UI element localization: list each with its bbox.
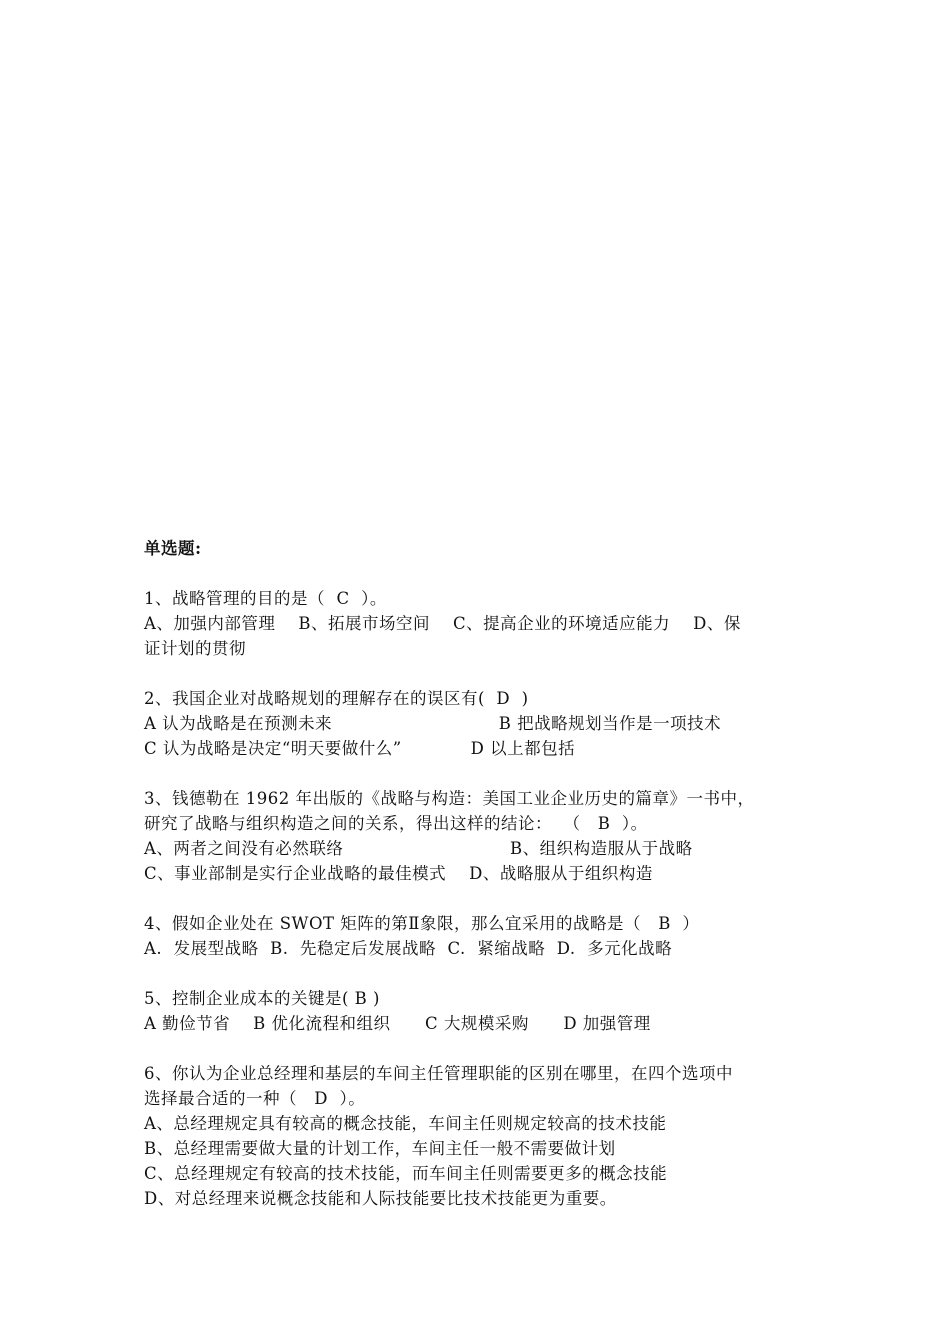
question-2-stem: 2、我国企业对战略规划的理解存在的误区有( D ) (144, 689, 529, 708)
question-5-options: A 勤俭节省 B 优化流程和组织 C 大规模采购 D 加强管理 (144, 1014, 651, 1033)
question-2 (144, 686, 834, 761)
document-content (144, 536, 834, 1236)
question-6 (144, 1061, 834, 1211)
question-1-options: A、加强内部管理 B、拓展市场空间 C、提高企业的环境适应能力 D、保 (144, 614, 741, 633)
question-2-options-ab: A 认为战略是在预测未来 B 把战略规划当作是一项技术 (144, 714, 722, 733)
question-4-stem: 4、假如企业处在 SWOT 矩阵的第Ⅱ象限，那么宜采用的战略是（ B ） (144, 914, 700, 933)
question-6-option-b: B、总经理需要做大量的计划工作，车间主任一般不需要做计划 (144, 1139, 616, 1158)
question-4-options: A. 发展型战略 B. 先稳定后发展战略 C. 紧缩战略 D. 多元化战略 (144, 939, 673, 958)
question-3-stem-continued: 研究了战略与组织构造之间的关系，得出这样的结论： （ B ）。 (144, 814, 648, 833)
question-6-option-c: C、总经理规定有较高的技术技能，而车间主任则需要更多的概念技能 (144, 1164, 668, 1183)
question-1-stem: 1、战略管理的目的是（ C ）。 (144, 589, 387, 608)
question-6-option-a: A、总经理规定具有较高的概念技能，车间主任则规定较高的技术技能 (144, 1114, 667, 1133)
section-title: 单选题: (144, 539, 202, 558)
question-6-stem-continued: 选择最合适的一种（ D ）。 (144, 1089, 366, 1108)
question-3-stem: 3、钱德勒在 1962 年出版的《战略与构造：美国工业企业历史的篇章》一书中， (144, 789, 755, 808)
question-6-stem: 6、你认为企业总经理和基层的车间主任管理职能的区别在哪里，在四个选项中 (144, 1064, 733, 1083)
question-6-option-d: D、对总经理来说概念技能和人际技能要比技术技能更为重要。 (144, 1189, 617, 1208)
question-3-options-ab: A、两者之间没有必然联络 B、组织构造服从于战略 (144, 839, 693, 858)
question-4 (144, 911, 834, 961)
question-3 (144, 786, 834, 886)
question-5 (144, 986, 834, 1036)
question-1-options-continued: 证计划的贯彻 (144, 639, 246, 658)
question-2-options-cd: C 认为战略是决定“明天要做什么” D 以上都包括 (144, 739, 576, 758)
question-1 (144, 586, 834, 661)
question-5-stem: 5、控制企业成本的关键是( B ) (144, 989, 380, 1008)
question-3-options-cd: C、事业部制是实行企业战略的最佳模式 D、战略服从于组织构造 (144, 864, 653, 883)
